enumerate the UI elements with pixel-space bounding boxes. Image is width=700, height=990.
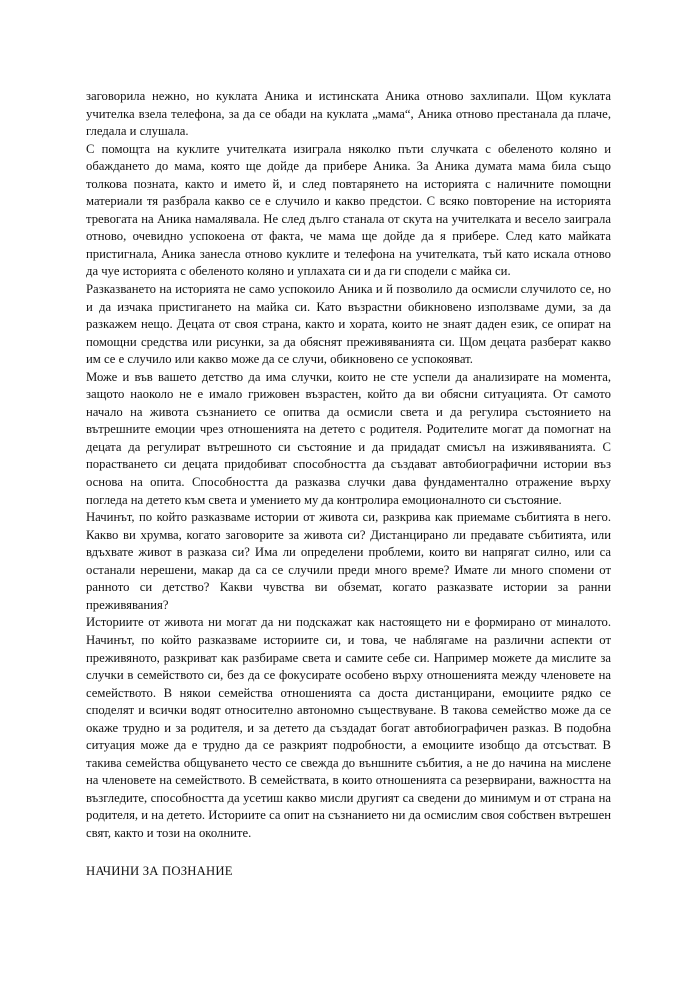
paragraph-2: С помощта на куклите учителката изиграла няколко пъти случката с обеленото коляно и обаждането до мама, която ще дойде да прибере Аника. За Аника думата мама била също толкова позната, както и името й, и след повтарянето на историята с наличните помощни материали тя разбрала какво се е случило и какво предстои. С всяко повторение на историята тревогата на Аника намалявала. Не след дълго станала от скута на учителката и весело заиграла отново, очевидно успокоена от факта, че мама ще дойде да я прибере. След като майката пристигнала, Аника занесла отново куклите и телефона на учителката, тъй като искала отново да чуе историята с обеленото коляно и уплахата си и да ги сподели с майка си.	[86, 141, 611, 279]
section-heading: НАЧИНИ ЗА ПОЗНАНИЕ	[86, 863, 233, 878]
paragraph-1: заговорила нежно, но куклата Аника и истинската Аника отново захлипали. Щом куклата учителка взела телефона, за да се обади на куклата „мама“, Аника отново престанала да плаче, гледала и слушала.	[86, 89, 611, 139]
paragraph-5: Начинът, по който разказваме истории от живота си, разкрива как приемаме събитията в него. Какво ви хрумва, когато заговорите за живота си? Дистанцирано ли предавате събитията, или вдъхвате живот в разказа си? Има ли определени проблеми, които ви напрягат силно, или са останали нерешени, макар да са се случили преди много време? Имате ли много спомени от ранното си детство? Какви чувства ви обземат, когато разказвате истории за ранни преживявания?	[86, 510, 611, 612]
paragraph-3: Разказването на историята не само успокоило Аника и й позволило да осмисли случилото се, но и да изчака пристигането на майка си. Като възрастни обикновено използваме думи, за да разкажем нещо. Децата от своя страна, както и хората, които не знаят даден език, се опират на помощни средства или рисунки, за да обяснят преживяванията си. Щом децата разберат какво им се е случило или какво може да се случи, обикновено се успокояват.	[86, 282, 611, 367]
paragraph-6: Историите от живота ни могат да ни подскажат как настоящето ни е формирано от миналото. Начинът, по който разказваме историите си, и това, че наблягаме на различни аспекти от преживяното, разкриват как разбираме света и самите себе си. Например можете да мислите за случки в семейството си, без да се фокусирате особено върху отношенията между членовете на семейството. В някои семейства отношенията са доста дистанцирани, емоциите рядко се споделят и всички водят относително автономно съществуване. В такова семейство може да се окаже трудно и за родителя, и за детето да създадат богат автобиографичен разказ. В подобна ситуация може да е трудно да се разкрият подробности, а емоциите изобщо да отсъстват. В такива семейства общуването често се свежда до външните събития, а не до начина на мислене на членовете на семейството. В семействата, в които отношенията са резервирани, важността на възгледите, способността да усетиш какво мисли другият са сведени до минимум и от страна на родителя, и на детето. Историите са опит на съзнанието ни да осмислим своя собствен вътрешен свят, както и този на околните.	[86, 615, 611, 840]
document-page	[86, 88, 611, 880]
paragraph-4: Може и във вашето детство да има случки, които не сте успели да анализирате на момента, защото наоколо не е имало грижовен възрастен, който да ви обясни ситуацията. От самото начало на живота съзнанието се опитва да осмисли света и да регулира състоянието на вътрешните емоции чрез отношенията на детето с родителя. Родителите могат да помогнат на децата да регулират вътрешното си състояние и да придадат смисъл на изживяванията. С порастването си децата придобиват способността да създават автобиографични истории въз основа на опита. Способността да разказва случки дава фундаментално отражение върху погледа на детето към света и умението му да контролира емоционалното си състояние.	[86, 369, 611, 507]
